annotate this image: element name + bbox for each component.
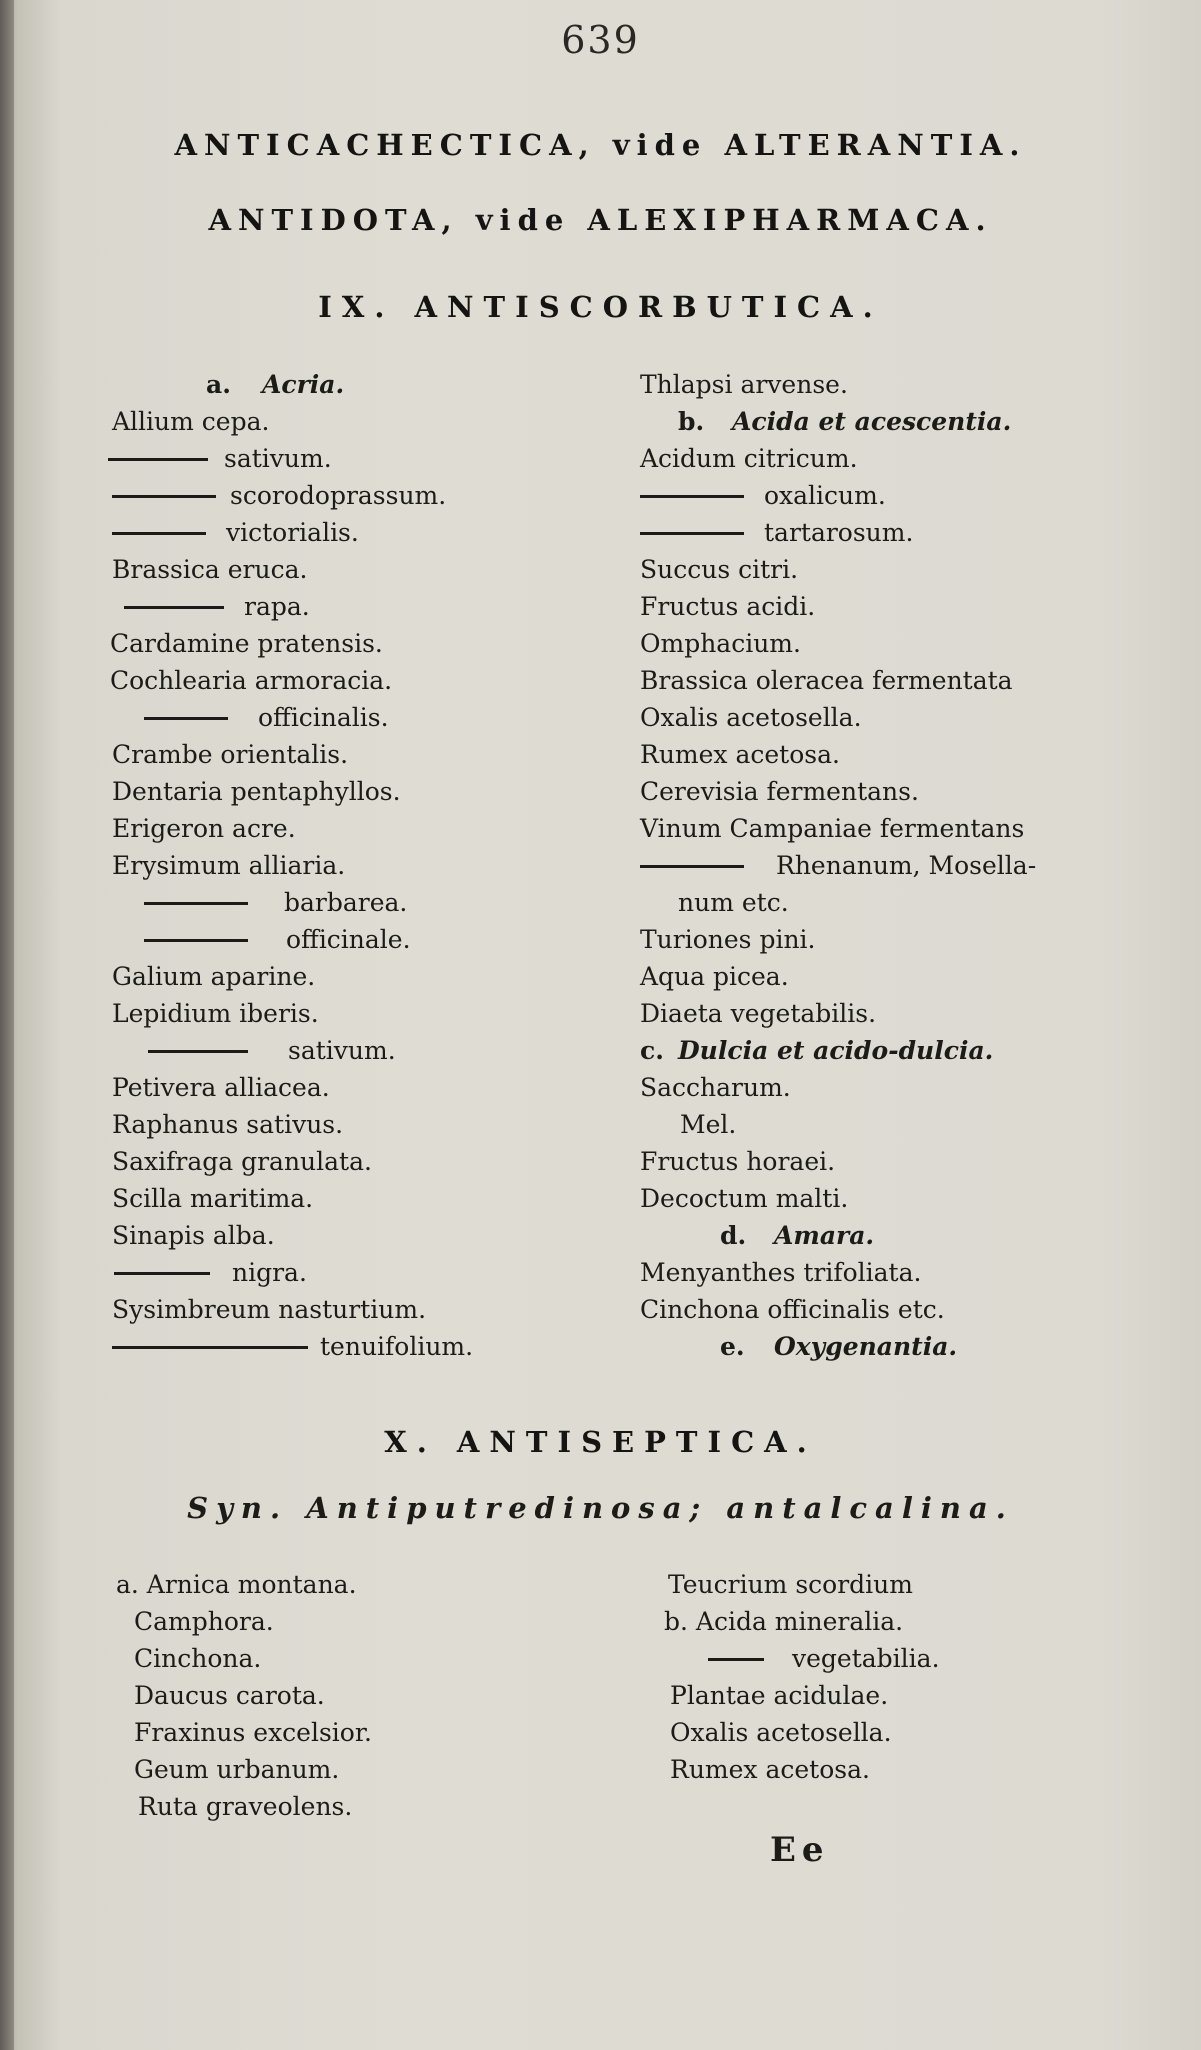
entry-text: Fraxinus excelsior.	[134, 1718, 372, 1747]
subheading-oxygenantia: Oxygenantia.	[774, 1332, 958, 1361]
entry-text: Aqua picea.	[640, 962, 789, 991]
list-item	[640, 773, 1160, 810]
ditto-dash	[144, 902, 248, 905]
entry-text: Brassica eruca.	[112, 555, 308, 584]
entry-text: Dentaria pentaphyllos.	[112, 777, 401, 806]
entry-text: Oxalis acetosella.	[670, 1718, 892, 1747]
subheading-letter: c.	[640, 1036, 664, 1065]
entry-text: Camphora.	[134, 1607, 274, 1636]
list-item	[640, 662, 1160, 699]
list-item	[108, 440, 608, 477]
list-item	[108, 736, 608, 773]
entry-text: Sinapis alba.	[112, 1221, 275, 1250]
list-item	[640, 958, 1160, 995]
list-item	[108, 1217, 608, 1254]
list-item	[664, 1566, 1104, 1603]
subheading-amara: Amara.	[774, 1221, 875, 1250]
list-item	[640, 1106, 1160, 1143]
list-item	[108, 1032, 608, 1069]
subheading-dulcia: Dulcia et acido-dulcia.	[678, 1036, 994, 1065]
list-item	[640, 477, 1160, 514]
list-item	[640, 1254, 1160, 1291]
ditto-dash	[124, 606, 224, 609]
antiseptica-left-column	[116, 1566, 556, 1825]
entry-text: Rhenanum, Mosella-	[776, 851, 1037, 880]
list-item	[664, 1714, 1104, 1751]
entry-text: Diaeta vegetabilis.	[640, 999, 877, 1028]
list-item	[640, 810, 1160, 847]
entry-text: barbarea.	[284, 888, 408, 917]
list-item	[116, 1603, 556, 1640]
subheading-letter: b.	[678, 407, 705, 436]
list-item	[640, 847, 1160, 884]
list-item	[108, 773, 608, 810]
list-item	[640, 625, 1160, 662]
list-item	[664, 1677, 1104, 1714]
ditto-dash	[148, 1050, 248, 1053]
entry-text: vegetabilia.	[792, 1644, 940, 1673]
list-item	[108, 1254, 608, 1291]
list-item	[108, 995, 608, 1032]
list-item	[108, 477, 608, 514]
entry-text: Cinchona.	[134, 1644, 262, 1673]
list-item	[116, 1640, 556, 1677]
entry-text: a. Arnica montana.	[116, 1570, 357, 1599]
heading-anticachectica: ANTICACHECTICA, vide ALTERANTIA.	[174, 128, 1027, 162]
entry-text: Thlapsi arvense.	[640, 370, 848, 399]
entry-text: Allium cepa.	[112, 407, 270, 436]
entry-text: tenuifolium.	[320, 1332, 474, 1361]
list-item	[108, 958, 608, 995]
entry-text: Brassica oleracea fermentata	[640, 666, 1013, 695]
entry-text: num etc.	[678, 888, 789, 917]
subheading-acida: Acida et acescentia.	[732, 407, 1012, 436]
antiseptica-right-column	[664, 1566, 1104, 1788]
entry-text: Menyanthes trifoliata.	[640, 1258, 922, 1287]
entry-text: rapa.	[244, 592, 310, 621]
list-item	[640, 1291, 1160, 1328]
list-item	[640, 551, 1160, 588]
list-item	[640, 884, 1160, 921]
list-item	[108, 699, 608, 736]
entry-text: Crambe orientalis.	[112, 740, 349, 769]
list-item	[640, 921, 1160, 958]
list-item	[640, 1328, 1160, 1365]
list-item	[640, 736, 1160, 773]
antiscorbutica-right-column	[640, 366, 1160, 1365]
list-item	[640, 403, 1160, 440]
list-item	[116, 1714, 556, 1751]
entry-text: officinale.	[286, 925, 411, 954]
ditto-dash	[144, 717, 228, 720]
entry-text: b. Acida mineralia.	[664, 1607, 904, 1636]
list-item	[640, 1180, 1160, 1217]
entry-text: Erigeron acre.	[112, 814, 296, 843]
list-item	[108, 1328, 608, 1365]
entry-text: Saxifraga granulata.	[112, 1147, 372, 1176]
synonyms-line: Syn. Antiputredinosa; antalcalina.	[187, 1491, 1014, 1525]
catchword: Ee	[770, 1830, 830, 1870]
entry-text: sativum.	[224, 444, 332, 473]
list-item	[664, 1640, 1104, 1677]
entry-text: Lepidium iberis.	[112, 999, 319, 1028]
entry-text: Galium aparine.	[112, 962, 316, 991]
list-item	[640, 699, 1160, 736]
list-item	[108, 514, 608, 551]
list-item	[108, 1291, 608, 1328]
ditto-dash	[112, 1346, 308, 1349]
list-item	[108, 1143, 608, 1180]
entry-text: Saccharum.	[640, 1073, 791, 1102]
entry-text: Ruta graveolens.	[138, 1792, 353, 1821]
heading-antiscorbutica: IX. ANTISCORBUTICA.	[318, 290, 883, 324]
entry-text: Sysimbreum nasturtium.	[112, 1295, 427, 1324]
list-item	[108, 921, 608, 958]
list-item	[640, 588, 1160, 625]
list-item	[640, 440, 1160, 477]
subheading-acria: Acria.	[262, 370, 345, 399]
entry-text: Daucus carota.	[134, 1681, 325, 1710]
list-item	[108, 1069, 608, 1106]
list-item	[640, 366, 1160, 403]
ditto-dash	[114, 1272, 210, 1275]
entry-text: oxalicum.	[764, 481, 886, 510]
list-item	[108, 625, 608, 662]
ditto-dash	[112, 495, 216, 498]
entry-text: Oxalis acetosella.	[640, 703, 862, 732]
entry-text: scorodoprassum.	[230, 481, 447, 510]
entry-text: Cinchona officinalis etc.	[640, 1295, 945, 1324]
list-item	[108, 588, 608, 625]
subheading-letter: a.	[206, 370, 231, 399]
list-item	[108, 1180, 608, 1217]
entry-text: Cochlearia armoracia.	[110, 666, 393, 695]
heading-antiseptica: X. ANTISEPTICA.	[384, 1425, 817, 1459]
ditto-dash	[708, 1658, 764, 1661]
entry-text: Rumex acetosa.	[670, 1755, 870, 1784]
ditto-dash	[640, 532, 744, 535]
antiscorbutica-left-column	[108, 366, 608, 1365]
entry-text: Scilla maritima.	[112, 1184, 314, 1213]
entry-text: Omphacium.	[640, 629, 801, 658]
subheading-letter: d.	[720, 1221, 747, 1250]
entry-text: Cardamine pratensis.	[110, 629, 383, 658]
list-item	[664, 1751, 1104, 1788]
list-item	[108, 810, 608, 847]
list-item	[640, 1069, 1160, 1106]
list-item	[108, 662, 608, 699]
page-number: 639	[561, 18, 640, 62]
list-item	[116, 1751, 556, 1788]
heading-antidota: ANTIDOTA, vide ALEXIPHARMACA.	[208, 203, 993, 237]
ditto-dash	[640, 865, 744, 868]
entry-text: Decoctum malti.	[640, 1184, 849, 1213]
entry-text: Fructus horaei.	[640, 1147, 836, 1176]
entry-text: Teucrium scordium	[668, 1570, 913, 1599]
entry-text: Plantae acidulae.	[670, 1681, 889, 1710]
list-item	[108, 1106, 608, 1143]
list-item	[640, 1143, 1160, 1180]
entry-text: Petivera alliacea.	[112, 1073, 330, 1102]
ditto-dash	[108, 458, 208, 461]
entry-text: Erysimum alliaria.	[112, 851, 346, 880]
entry-text: Acidum citricum.	[640, 444, 858, 473]
list-item	[108, 366, 608, 403]
list-item	[640, 514, 1160, 551]
list-item	[640, 1217, 1160, 1254]
ditto-dash	[144, 939, 248, 942]
ditto-dash	[112, 532, 206, 535]
list-item	[108, 551, 608, 588]
entry-text: Turiones pini.	[640, 925, 816, 954]
list-item	[640, 1032, 1160, 1069]
entry-text: officinalis.	[258, 703, 389, 732]
list-item	[116, 1566, 556, 1603]
entry-text: Raphanus sativus.	[112, 1110, 344, 1139]
entry-text: Geum urbanum.	[134, 1755, 340, 1784]
list-item	[116, 1788, 556, 1825]
list-item	[108, 884, 608, 921]
entry-text: Cerevisia fermentans.	[640, 777, 919, 806]
ditto-dash	[640, 495, 744, 498]
list-item	[640, 995, 1160, 1032]
entry-text: Succus citri.	[640, 555, 799, 584]
entry-text: tartarosum.	[764, 518, 914, 547]
entry-text: Rumex acetosa.	[640, 740, 840, 769]
list-item	[108, 847, 608, 884]
subheading-letter: e.	[720, 1332, 745, 1361]
entry-text: sativum.	[288, 1036, 396, 1065]
list-item	[108, 403, 608, 440]
list-item	[664, 1603, 1104, 1640]
entry-text: victorialis.	[226, 518, 359, 547]
entry-text: nigra.	[232, 1258, 307, 1287]
entry-text: Vinum Campaniae fermentans	[640, 814, 1025, 843]
list-item	[116, 1677, 556, 1714]
entry-text: Fructus acidi.	[640, 592, 816, 621]
entry-text: Mel.	[680, 1110, 737, 1139]
